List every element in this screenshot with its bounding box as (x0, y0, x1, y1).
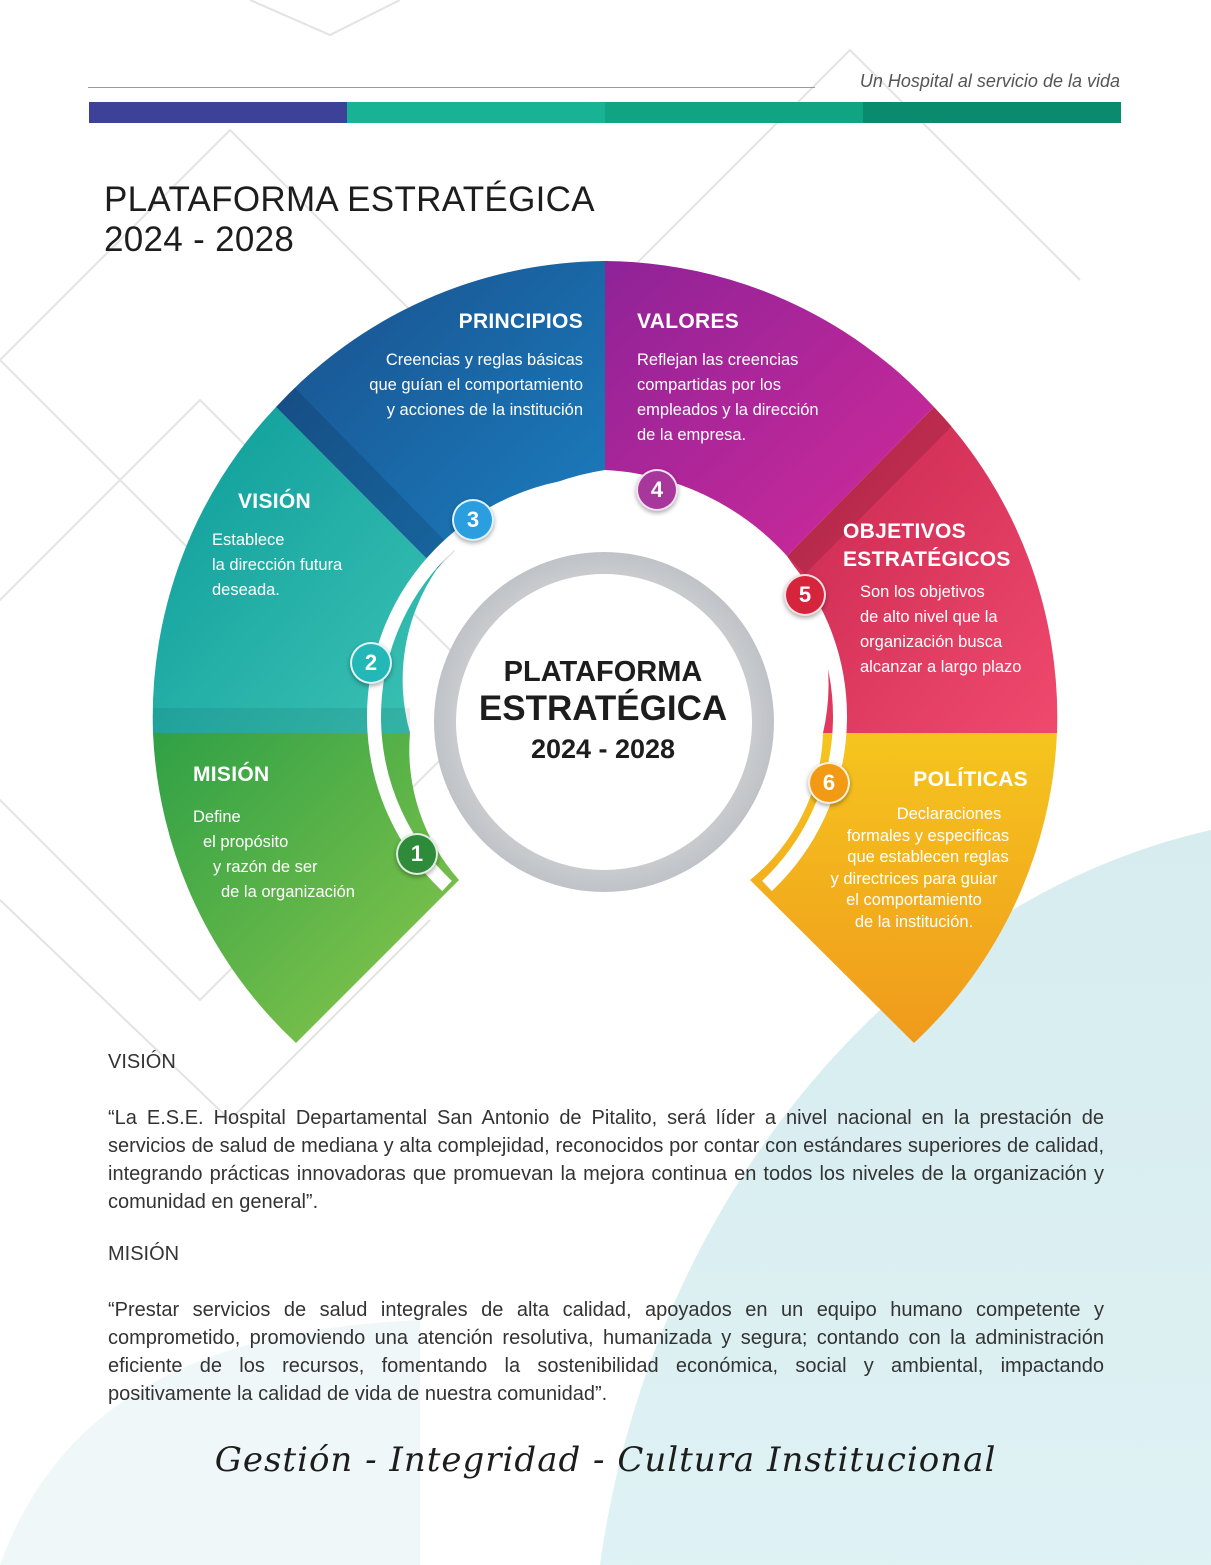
badge-5: 5 (784, 574, 826, 616)
politicas-block (800, 768, 1028, 933)
vision-title: VISIÓN (238, 490, 311, 513)
center-line3: 2024 - 2028 (530, 734, 676, 764)
center-label (438, 655, 768, 769)
mision-title: MISIÓN (193, 763, 270, 786)
badge-3: 3 (452, 499, 494, 541)
objetivos-block (843, 520, 1043, 680)
politicas-desc-line: formales y especificas (846, 826, 1010, 845)
principios-desc-line: Creencias y reglas básicas (385, 351, 583, 369)
objetivos-desc-line: alcanzar a largo plazo (860, 658, 1022, 676)
politicas-desc-line: y directrices para guiar (830, 869, 998, 888)
mision-block (193, 763, 413, 905)
page-title-line2: 2024 - 2028 (104, 220, 295, 259)
mision-desc (193, 805, 413, 905)
politicas-title: POLÍTICAS (913, 768, 1028, 791)
objetivos-desc-line: de alto nivel que la (860, 608, 998, 626)
principios-title: PRINCIPIOS (458, 310, 583, 333)
footer-motto: Gestión - Integridad - Cultura Institucional (214, 1440, 997, 1480)
objetivos-desc (843, 580, 1043, 680)
valores-desc-line: Reflejan las creencias (637, 351, 799, 369)
header-tagline: Un Hospital al servicio de la vida (859, 71, 1120, 91)
center-line1: PLATAFORMA (503, 656, 703, 688)
principios-block (313, 310, 583, 423)
vision-block (212, 490, 432, 603)
politicas-desc-line: que establecen reglas (847, 848, 1009, 866)
center-line2: ESTRATÉGICA (478, 689, 728, 728)
valores-desc-line: compartidas por los (637, 376, 781, 394)
mision-heading: MISIÓN (108, 1243, 180, 1265)
valores-desc-line: empleados y la dirección (637, 401, 819, 419)
mision-desc-line: el propósito (203, 833, 289, 851)
badge-6: 6 (808, 762, 850, 804)
objetivos-desc-line: organización busca (860, 633, 1003, 651)
valores-block (637, 310, 897, 448)
principios-desc (313, 348, 583, 423)
badge-4: 4 (636, 469, 678, 511)
mision-desc-line: de la organización (221, 883, 355, 901)
vision-desc-line: deseada. (212, 581, 280, 599)
principios-desc-line: que guían el comportamiento (369, 376, 583, 394)
page-title-line1: PLATAFORMA ESTRATÉGICA (104, 180, 595, 219)
valores-desc-line: de la empresa. (637, 426, 747, 444)
politicas-desc (800, 804, 1028, 933)
politicas-desc-line: Declaraciones (896, 805, 1002, 823)
politicas-desc-line: el comportamiento (846, 891, 982, 909)
objetivos-title-line2: ESTRATÉGICOS (843, 548, 1011, 571)
principios-desc-line: y acciones de la institución (386, 401, 583, 419)
valores-title: VALORES (637, 310, 740, 333)
mision-desc-line: y razón de ser (213, 858, 318, 876)
vision-text: “La E.S.E. Hospital Departamental San Antonio de Pitalito, será líder a nivel nacional en la prestación de servicios de salud de mediana y alta complejidad, reconocidos por contar con estándares superiores de calidad, integrando prácticas innovadoras que promuevan la mejora continua en todos los niveles de la organización y comunidad en general”. (108, 1107, 1104, 1213)
politicas-desc-line: de la institución. (854, 912, 974, 931)
vision-desc-line: Establece (212, 531, 285, 549)
valores-desc (637, 348, 897, 448)
badge-2: 2 (350, 642, 392, 684)
vision-desc (212, 528, 432, 603)
badge-1: 1 (396, 833, 438, 875)
mision-text: “Prestar servicios de salud integrales de alta calidad, apoyados en un equipo humano competente y comprometido, promoviendo una atención resolutiva, humanizada y segura; contando con la administración eficiente de los recursos, fomentando la sostenibilidad económica, social y ambiental, impactando positivamente la calidad de vida de nuestra comunidad”. (108, 1299, 1104, 1405)
mision-desc-line: Define (193, 808, 241, 826)
vision-heading: VISIÓN (108, 1051, 176, 1073)
objetivos-desc-line: Son los objetivos (860, 583, 985, 601)
vision-desc-line: la dirección futura (212, 556, 343, 574)
objetivos-title-line1: OBJETIVOS (843, 520, 966, 543)
